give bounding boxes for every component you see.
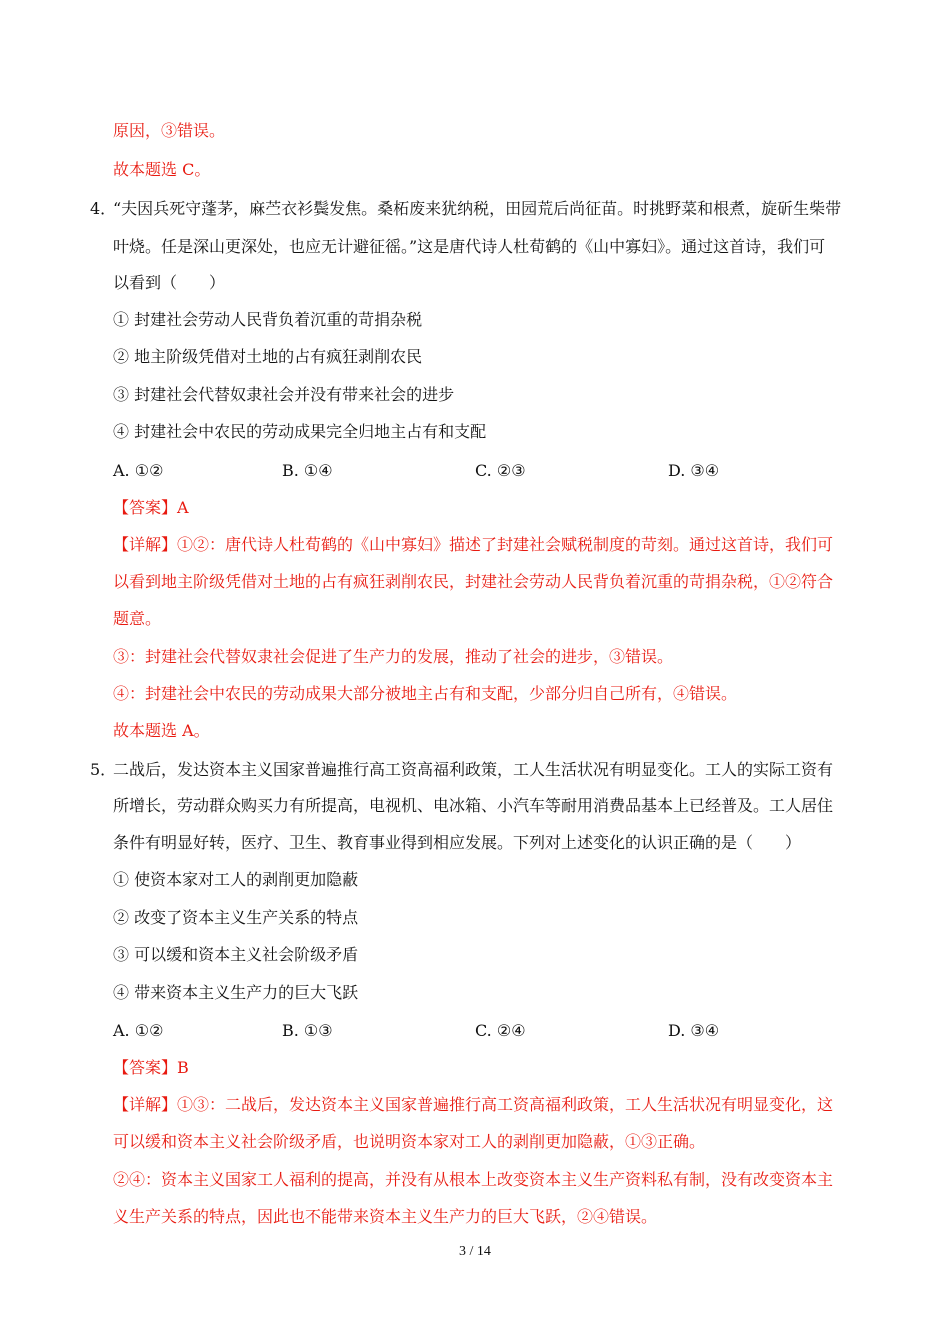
explanation-line: ③：封建社会代替奴隶社会促进了生产力的发展，推动了社会的进步，③错误。 xyxy=(113,647,674,666)
question-stem: 所增长，劳动群众购买力有所提高，电视机、电冰箱、小汽车等耐用消费品基本上已经普及。工人居住 xyxy=(113,796,834,815)
explanation-line: 义生产关系的特点，因此也不能带来资本主义生产力的巨大飞跃，②④错误。 xyxy=(113,1207,658,1226)
answer-option: C. ②④ xyxy=(475,1021,526,1040)
statement-item: ④ 带来资本主义生产力的巨大飞跃 xyxy=(113,983,359,1002)
page-number: 3 / 14 xyxy=(459,1244,491,1259)
answer-option: B. ①③ xyxy=(282,1021,333,1040)
conclusion-line: 故本题选 A。 xyxy=(113,721,210,740)
explanation-line: ②④：资本主义国家工人福利的提高，并没有从根本上改变资本主义生产资料私有制，没有改变资本主 xyxy=(113,1170,834,1189)
question-stem: 叶烧。任是深山更深处，也应无计避征徭。”这是唐代诗人杜荀鹤的《山中寡妇》。通过这首诗，我们可 xyxy=(113,237,826,256)
statement-item: ① 使资本家对工人的剥削更加隐蔽 xyxy=(113,870,359,889)
answer-option: A. ①② xyxy=(113,461,164,480)
statement-item: ② 改变了资本主义生产关系的特点 xyxy=(113,908,359,927)
answer-option: A. ①② xyxy=(113,1021,164,1040)
answer-option: D. ③④ xyxy=(668,461,720,480)
explanation-line: 【详解】①③：二战后，发达资本主义国家普遍推行高工资高福利政策，工人生活状况有明显变化，这 xyxy=(113,1095,834,1114)
statement-item: ③ 封建社会代替奴隶社会并没有带来社会的进步 xyxy=(113,385,455,404)
statement-item: ④ 封建社会中农民的劳动成果完全归地主占有和支配 xyxy=(113,422,487,441)
question-stem: “夫因兵死守蓬茅，麻苎衣衫鬓发焦。桑柘废来犹纳税，田园荒后尚征苗。时挑野菜和根煮，旋斫生柴带 xyxy=(113,199,842,218)
question-stem: 以看到（ ） xyxy=(113,273,226,292)
explanation-line: 可以缓和资本主义社会阶级矛盾，也说明资本家对工人的剥削更加隐蔽，①③正确。 xyxy=(113,1132,706,1151)
explanation-line: 原因，③错误。 xyxy=(113,121,226,140)
statement-item: ③ 可以缓和资本主义社会阶级矛盾 xyxy=(113,945,359,964)
answer-option: D. ③④ xyxy=(668,1021,720,1040)
explanation-line: 【详解】①②：唐代诗人杜荀鹤的《山中寡妇》描述了封建社会赋税制度的苛刻。通过这首诗，我们可 xyxy=(113,535,834,554)
explanation-line: 以看到地主阶级凭借对土地的占有疯狂剥削农民，封建社会劳动人民背负着沉重的苛捐杂税，①②符合 xyxy=(113,572,834,591)
question-stem: 二战后，发达资本主义国家普遍推行高工资高福利政策，工人生活状况有明显变化。工人的实际工资有 xyxy=(113,760,834,779)
question-number: 5． xyxy=(90,760,117,779)
explanation-line: 题意。 xyxy=(113,609,162,628)
answer-label: 【答案】B xyxy=(113,1058,189,1077)
answer-option: C. ②③ xyxy=(475,461,526,480)
statement-item: ② 地主阶级凭借对土地的占有疯狂剥削农民 xyxy=(113,347,423,366)
statement-item: ① 封建社会劳动人民背负着沉重的苛捐杂税 xyxy=(113,310,423,329)
answer-label: 【答案】A xyxy=(113,498,189,517)
explanation-line: ④：封建社会中农民的劳动成果大部分被地主占有和支配，少部分归自己所有，④错误。 xyxy=(113,684,738,703)
question-stem: 条件有明显好转，医疗、卫生、教育事业得到相应发展。下列对上述变化的认识正确的是（ ） xyxy=(113,833,802,852)
question-number: 4． xyxy=(90,199,117,218)
conclusion-line: 故本题选 C。 xyxy=(113,160,211,179)
answer-option: B. ①④ xyxy=(282,461,333,480)
